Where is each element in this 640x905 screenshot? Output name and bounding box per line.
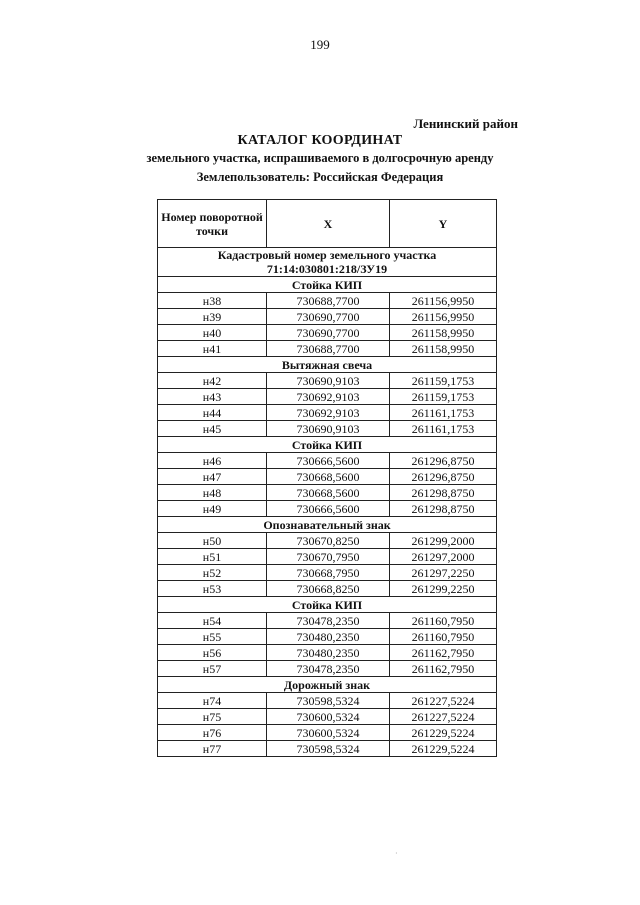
x-coordinate-cell: 730692,9103 (267, 389, 390, 405)
x-coordinate-cell: 730480,2350 (267, 645, 390, 661)
table-row (158, 325, 497, 341)
point-number-cell: н57 (158, 661, 267, 677)
x-coordinate-cell: 730668,5600 (267, 469, 390, 485)
point-number-cell: н48 (158, 485, 267, 501)
x-coordinate-cell: 730690,9103 (267, 373, 390, 389)
point-number-cell: н47 (158, 469, 267, 485)
table-row (158, 485, 497, 501)
table-row (158, 469, 497, 485)
table-row (158, 629, 497, 645)
y-coordinate-cell: 261229,5224 (390, 725, 497, 741)
x-coordinate-cell: 730478,2350 (267, 661, 390, 677)
group-title: Стойка КИП (158, 437, 497, 453)
group-title: Стойка КИП (158, 597, 497, 613)
y-coordinate-cell: 261299,2000 (390, 533, 497, 549)
table-header-row (158, 200, 497, 248)
y-coordinate-cell: 261159,1753 (390, 389, 497, 405)
point-number-cell: н51 (158, 549, 267, 565)
y-coordinate-cell: 261227,5224 (390, 709, 497, 725)
page-number: 199 (310, 37, 330, 52)
table-row (158, 341, 497, 357)
table-row (158, 309, 497, 325)
point-number-cell: н40 (158, 325, 267, 341)
x-coordinate-cell: 730666,5600 (267, 501, 390, 517)
y-coordinate-cell: 261160,7950 (390, 613, 497, 629)
coordinates-table (157, 199, 497, 757)
y-coordinate-cell: 261162,7950 (390, 645, 497, 661)
x-coordinate-cell: 730670,7950 (267, 549, 390, 565)
point-number-cell: н46 (158, 453, 267, 469)
point-number-cell: н43 (158, 389, 267, 405)
y-coordinate-cell: 261160,7950 (390, 629, 497, 645)
group-row (158, 517, 497, 533)
group-row (158, 357, 497, 373)
point-number-cell: н55 (158, 629, 267, 645)
y-coordinate-cell: 261227,5224 (390, 693, 497, 709)
header-y: Y (390, 200, 497, 248)
table-body (158, 248, 497, 757)
x-coordinate-cell: 730688,7700 (267, 341, 390, 357)
y-coordinate-cell: 261161,1753 (390, 421, 497, 437)
y-coordinate-cell: 261299,2250 (390, 581, 497, 597)
point-number-cell: н50 (158, 533, 267, 549)
point-number-cell: н38 (158, 293, 267, 309)
x-coordinate-cell: 730600,5324 (267, 725, 390, 741)
x-coordinate-cell: 730690,7700 (267, 309, 390, 325)
y-coordinate-cell: 261297,2250 (390, 565, 497, 581)
point-number-cell: н53 (158, 581, 267, 597)
x-coordinate-cell: 730670,8250 (267, 533, 390, 549)
document-subtitle: земельного участка, испрашиваемого в долгосрочную аренду (146, 151, 494, 165)
y-coordinate-cell: 261159,1753 (390, 373, 497, 389)
point-number-cell: н74 (158, 693, 267, 709)
group-row (158, 677, 497, 693)
x-coordinate-cell: 730692,9103 (267, 405, 390, 421)
y-coordinate-cell: 261158,9950 (390, 341, 497, 357)
table-row (158, 645, 497, 661)
table-row (158, 373, 497, 389)
header-x: X (267, 200, 390, 248)
table-row (158, 405, 497, 421)
group-title: Вытяжная свеча (158, 357, 497, 373)
cadastral-cell (158, 248, 497, 277)
x-coordinate-cell: 730690,7700 (267, 325, 390, 341)
x-coordinate-cell: 730598,5324 (267, 741, 390, 757)
x-coordinate-cell: 730668,7950 (267, 565, 390, 581)
table-row (158, 549, 497, 565)
point-number-cell: н75 (158, 709, 267, 725)
y-coordinate-cell: 261162,7950 (390, 661, 497, 677)
point-number-cell: н44 (158, 405, 267, 421)
group-row (158, 597, 497, 613)
table-row (158, 581, 497, 597)
point-number-cell: н56 (158, 645, 267, 661)
table-row (158, 693, 497, 709)
y-coordinate-cell: 261296,8750 (390, 469, 497, 485)
x-coordinate-cell: 730690,9103 (267, 421, 390, 437)
x-coordinate-cell: 730668,8250 (267, 581, 390, 597)
table-row (158, 389, 497, 405)
x-coordinate-cell: 730600,5324 (267, 709, 390, 725)
y-coordinate-cell: 261156,9950 (390, 309, 497, 325)
x-coordinate-cell: 730598,5324 (267, 693, 390, 709)
y-coordinate-cell: 261156,9950 (390, 293, 497, 309)
group-row (158, 437, 497, 453)
point-number-cell: н49 (158, 501, 267, 517)
point-number-cell: н42 (158, 373, 267, 389)
y-coordinate-cell: 261297,2000 (390, 549, 497, 565)
group-title: Опознавательный знак (158, 517, 497, 533)
group-row (158, 277, 497, 293)
cadastral-number: 71:14:030801:218/ЗУ19 (266, 262, 388, 276)
point-number-cell: н76 (158, 725, 267, 741)
district-label: Ленинский район (413, 116, 518, 131)
x-coordinate-cell: 730668,5600 (267, 485, 390, 501)
x-coordinate-cell: 730478,2350 (267, 613, 390, 629)
group-title: Дорожный знак (158, 677, 497, 693)
y-coordinate-cell: 261296,8750 (390, 453, 497, 469)
table-row (158, 501, 497, 517)
table-row (158, 453, 497, 469)
point-number-cell: н39 (158, 309, 267, 325)
table-row (158, 293, 497, 309)
table-row (158, 741, 497, 757)
y-coordinate-cell: 261298,8750 (390, 501, 497, 517)
point-number-cell: н45 (158, 421, 267, 437)
table-row (158, 709, 497, 725)
scan-speck: · (395, 849, 398, 858)
point-number-cell: н54 (158, 613, 267, 629)
table-row (158, 725, 497, 741)
group-title: Стойка КИП (158, 277, 497, 293)
land-user-line: Землепользователь: Российская Федерация (196, 170, 444, 184)
y-coordinate-cell: 261298,8750 (390, 485, 497, 501)
y-coordinate-cell: 261158,9950 (390, 325, 497, 341)
table-row (158, 661, 497, 677)
cadastral-row (158, 248, 497, 277)
x-coordinate-cell: 730688,7700 (267, 293, 390, 309)
x-coordinate-cell: 730480,2350 (267, 629, 390, 645)
table-row (158, 613, 497, 629)
point-number-cell: н52 (158, 565, 267, 581)
table-row (158, 533, 497, 549)
point-number-cell: н41 (158, 341, 267, 357)
document-title: КАТАЛОГ КООРДИНАТ (237, 133, 403, 148)
point-number-cell: н77 (158, 741, 267, 757)
table-row (158, 421, 497, 437)
table-row (158, 565, 497, 581)
y-coordinate-cell: 261161,1753 (390, 405, 497, 421)
header-point-number: Номер поворотной точки (158, 200, 267, 248)
y-coordinate-cell: 261229,5224 (390, 741, 497, 757)
cadastral-heading: Кадастровый номер земельного участка (217, 248, 437, 262)
x-coordinate-cell: 730666,5600 (267, 453, 390, 469)
